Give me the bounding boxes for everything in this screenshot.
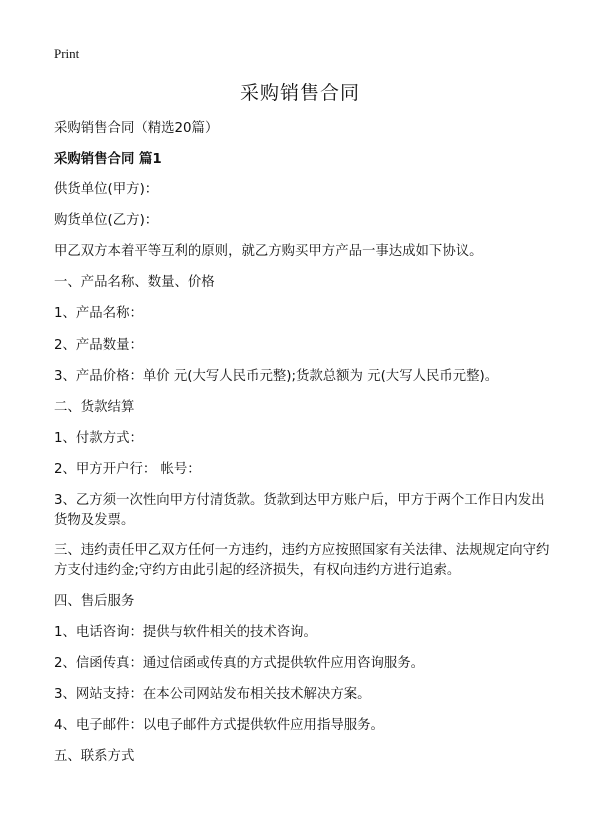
paragraph-web-support: 3、网站支持：在本公司网站发布相关技术解决方案。	[54, 687, 371, 702]
heading-payment: 二、货款结算	[54, 400, 135, 415]
paragraph-buyer: 购货单位(乙方)：	[54, 213, 159, 228]
paragraph-supplier: 供货单位(甲方)：	[54, 182, 159, 197]
document-subtitle: 采购销售合同（精选20篇）	[54, 121, 219, 136]
section-heading: 采购销售合同 篇1	[54, 152, 162, 167]
heading-contact: 五、联系方式	[54, 749, 135, 764]
paragraph-payment-method: 1、付款方式：	[54, 431, 143, 446]
paragraph-product-price: 3、产品价格：单价 元(大写人民币元整);货款总额为 元(大写人民币元整)。	[54, 369, 499, 384]
paragraph-intro: 甲乙双方本着平等互利的原则，就乙方购买甲方产品一事达成如下协议。	[54, 244, 483, 259]
document-title: 采购销售合同	[239, 82, 360, 104]
paragraph-fax-support: 2、信函传真：通过信函或传真的方式提供软件应用咨询服务。	[54, 656, 425, 671]
paragraph-breach-liability: 三、违约责任甲乙双方任何一方违约，违约方应按照国家有关法律、法规规定向守约方支付违约金;守约方由此引起的经济损失，有权向违约方进行追索。	[54, 543, 550, 578]
paragraph-product-name: 1、产品名称：	[54, 306, 143, 321]
paragraph-payment-terms: 3、乙方须一次性向甲方付清货款。货款到达甲方账户后，甲方于两个工作日内发出货物及发票。	[54, 493, 545, 528]
paragraph-email-support: 4、电子邮件：以电子邮件方式提供软件应用指导服务。	[54, 718, 384, 733]
paragraph-bank-account: 2、甲方开户行： 帐号：	[54, 462, 201, 477]
paragraph-product-quantity: 2、产品数量：	[54, 338, 143, 353]
paragraph-phone-support: 1、电话咨询：提供与软件相关的技术咨询。	[54, 625, 317, 640]
heading-product-info: 一、产品名称、数量、价格	[54, 275, 215, 290]
heading-after-sales: 四、售后服务	[54, 594, 135, 609]
print-label: Print	[54, 46, 80, 61]
